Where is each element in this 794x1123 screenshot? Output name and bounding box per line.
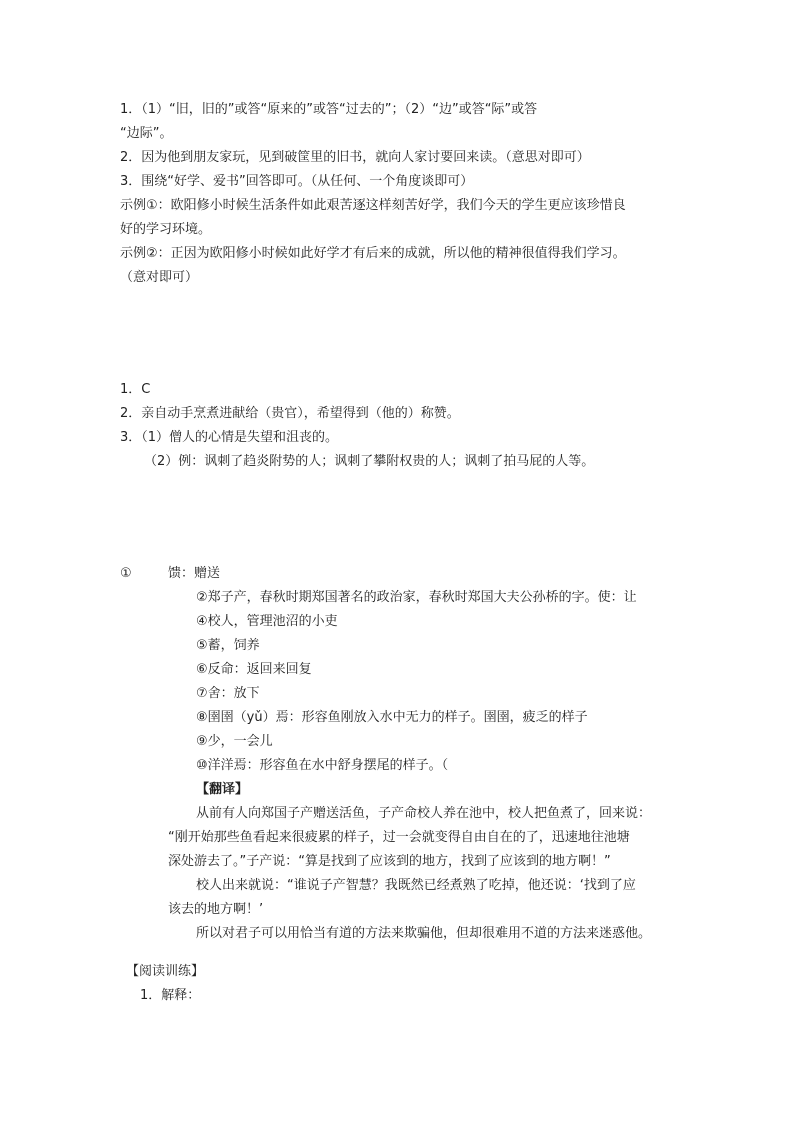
translation-paragraph: 从前有人向郑国子产赠送活鱼，子产命校人养在池中，校人把鱼煮了，回来说： — [196, 806, 652, 821]
translation-heading: 【翻译】 — [196, 782, 249, 797]
note-line: ⑦舍：放下 — [196, 686, 260, 701]
note-line: ②郑子产，春秋时期郑国著名的政治家，春秋时郑国大夫公孙桥的字。使：让 — [196, 590, 637, 605]
translation-paragraph-cont: 深处游去了。”子产说：“算是找到了应该到的地方，找到了应该到的地方啊！” — [168, 854, 611, 869]
note-number: ① — [120, 566, 132, 581]
note-line: ⑥反命：返回来回复 — [196, 662, 312, 677]
note-line: ⑧圉圉（yǔ）焉：形容鱼刚放入水中无力的样子。圉圉，疲乏的样子 — [196, 710, 588, 725]
answer-2-line: 2．因为他到朋友家玩，见到破筐里的旧书，就向人家讨要回来读。（意思对即可） — [120, 150, 590, 165]
translation-paragraph-cont: “刚开始那些鱼看起来很疲累的样子，过一会就变得自由自在的了，迅速地往池塘 — [168, 830, 630, 845]
answer-3-sub-line: （2）例：讽刺了趋炎附势的人；讽刺了攀附权贵的人；讽刺了拍马屁的人等。 — [144, 454, 595, 469]
answer-3-line: 3．（1）僧人的心情是失望和沮丧的。 — [120, 430, 339, 445]
answer-1-line-cont: “边际”。 — [120, 126, 173, 141]
answer-3-line: 3．围绕“好学、爱书”回答即可。（从任何、一个角度谈即可） — [120, 174, 474, 189]
example-1-line-cont: 好的学习环境。 — [120, 222, 212, 237]
example-2-line-cont: （意对即可） — [120, 270, 199, 285]
translation-paragraph: 所以对君子可以用恰当有道的方法来欺骗他，但却很难用不道的方法来迷惑他。 — [196, 926, 652, 941]
note-line: ⑤蓄，饲养 — [196, 638, 260, 653]
note-line: 馈：赠送 — [168, 566, 221, 581]
answer-1-line: 1．C — [120, 382, 151, 397]
question-1-line: 1．解释： — [140, 988, 201, 1003]
example-1-line: 示例①：欧阳修小时候生活条件如此艰苦逐这样刻苦好学，我们今天的学生更应该珍惜良 — [120, 198, 626, 213]
note-line: ④校人，管理池沼的小吏 — [196, 614, 338, 629]
translation-paragraph-cont: 该去的地方啊！’ — [168, 902, 264, 917]
answer-1-line: 1．（1）“旧，旧的”或答“原来的”或答“过去的”；（2）“边”或答“际”或答 — [120, 102, 538, 117]
example-2-line: 示例②：正因为欧阳修小时候如此好学才有后来的成就，所以他的精神很值得我们学习。 — [120, 246, 626, 261]
note-line: ⑨少，一会儿 — [196, 734, 273, 749]
note-line: ⑩洋洋焉：形容鱼在水中舒身摆尾的样子。（ — [196, 758, 449, 773]
reading-training-heading: 【阅读训练】 — [126, 964, 205, 979]
answer-2-line: 2．亲自动手烹煮进献给（贵官），希望得到（他的）称赞。 — [120, 406, 460, 421]
translation-paragraph: 校人出来就说：“谁说子产智慧？我既然已经煮熟了吃掉，他还说：‘找到了应 — [196, 878, 636, 893]
